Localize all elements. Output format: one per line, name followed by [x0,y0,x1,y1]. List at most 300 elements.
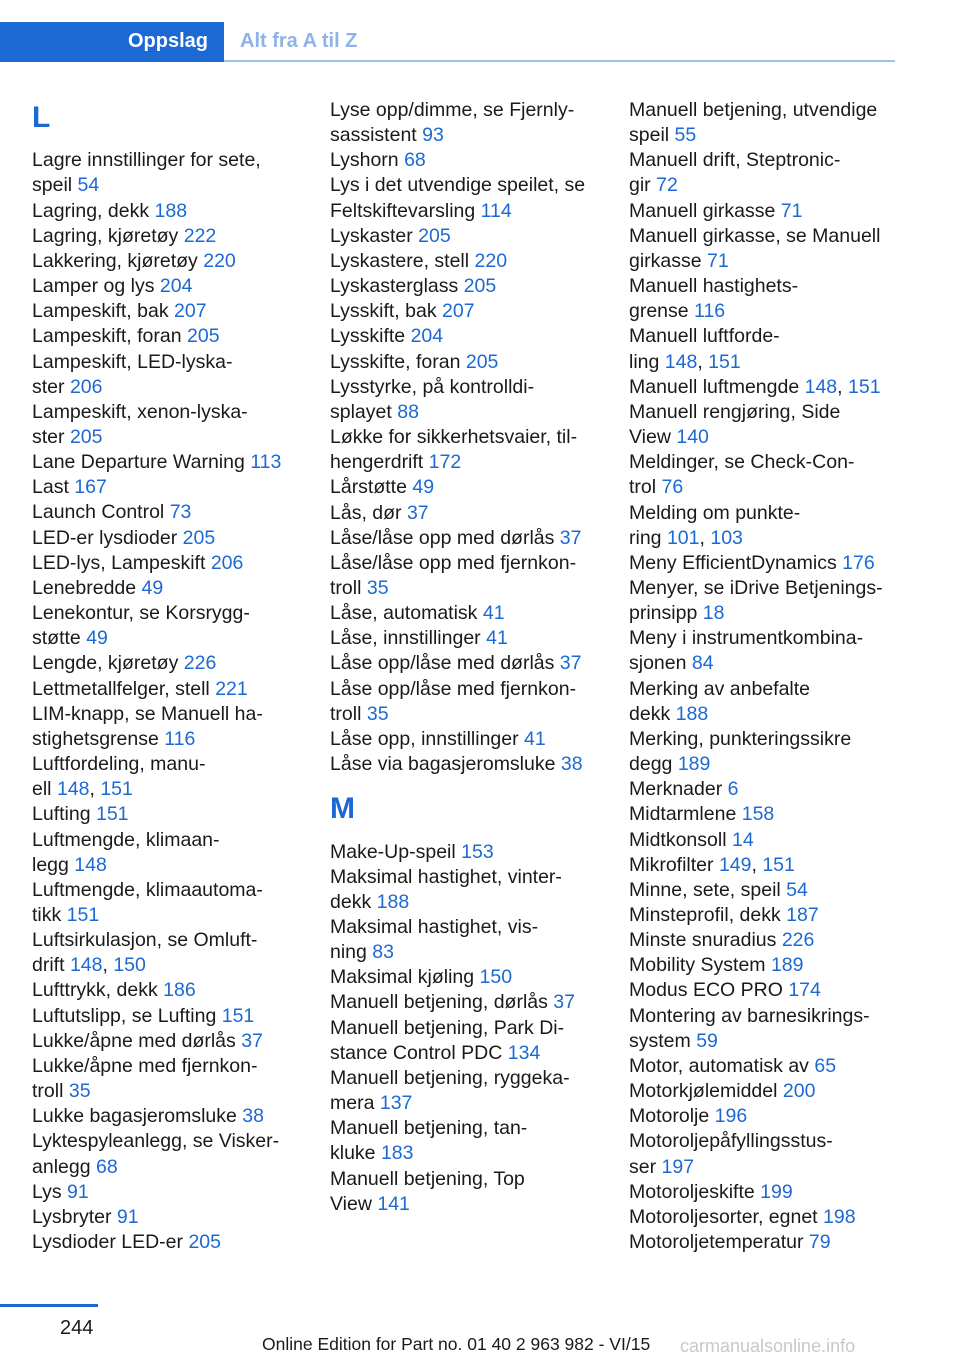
index-entry-label: ling [629,350,660,373]
header-rule [224,60,895,62]
page-link[interactable]: 35 [68,1080,91,1103]
index-entry [32,928,302,953]
index-entry [330,324,600,349]
index-entry-label: Løkke for sikkerhetsvaier, til- [330,426,578,449]
index-entry-continuation [32,777,302,802]
index-entry [32,576,302,601]
page-link[interactable]: 220 [474,249,508,272]
index-entry-label: Lukke/åpne med dørlås [32,1029,236,1052]
index-entry-label: Lampeskift, xenon-lyska- [32,400,248,423]
page-link[interactable]: 72 [656,174,678,197]
index-entry [330,224,600,249]
index-entry-continuation [330,400,600,425]
page-link[interactable]: 68 [404,149,426,172]
page-link[interactable]: 79 [808,1231,831,1254]
page-link[interactable]: 93 [422,124,444,147]
page-link[interactable]: 207 [174,300,207,323]
index-entry [629,777,904,802]
index-entry [330,475,600,500]
index-entry-label: Midtarmlene [629,803,737,826]
index-entry [330,1116,600,1141]
page-link[interactable]: 49 [141,576,164,599]
page-link[interactable]: 54 [77,174,100,197]
page-link[interactable]: 205 [418,224,451,247]
page-link[interactable]: 148 [69,954,103,977]
index-entry [330,173,600,198]
index-entry-label: Lampeskift, LED-lyska- [32,350,233,373]
page-link[interactable]: 68 [95,1155,118,1178]
index-entry-label: Manuell rengjøring, Side [629,400,841,423]
page-link[interactable]: 41 [482,602,505,625]
page-link[interactable]: 188 [154,199,188,222]
index-entry [330,551,600,576]
index-entry-label: Mobility System [629,954,766,977]
tab-alt-fra-a-til-z[interactable]: Alt fra A til Z [240,30,358,52]
index-entry-label: Manuell betjening, Top [330,1167,525,1190]
index-entry-continuation [330,123,600,148]
index-entry-label: Manuell hastighets- [629,275,799,298]
page-link[interactable]: 151 [762,853,795,876]
page-link[interactable]: 101 [666,526,700,549]
index-entry-label: Manuell betjening, dørlås [330,991,548,1014]
index-entry-continuation [330,1091,600,1116]
page-link[interactable]: 38 [560,753,583,776]
index-entry [330,1167,600,1192]
index-entry [330,965,600,990]
page-link[interactable]: 150 [479,966,513,989]
index-entry [330,148,600,173]
index-column-1 [32,98,302,1255]
index-entry [32,249,302,274]
index-entry-label: Lufttrykk, dekk [32,979,158,1002]
index-entry [32,199,302,224]
page-link[interactable]: 49 [86,627,108,650]
page-link[interactable]: 196 [714,1105,748,1128]
index-entry-label: Maksimal kjøling [330,966,475,989]
page-link[interactable]: 226 [183,652,217,675]
page-link[interactable]: 153 [461,840,494,863]
index-entry [330,727,600,752]
page-link[interactable]: 188 [675,702,709,725]
index-entry-label: Motoroljetemperatur [629,1231,804,1254]
page-link[interactable]: 137 [379,1092,413,1115]
index-entry-label: Luftmengde, klimaan- [32,828,220,851]
index-entry [629,903,904,928]
index-entry-label: Lysskifte, foran [330,350,461,373]
index-entry-continuation [629,1155,904,1180]
index-entry-label: Meny i instrumentkombina- [629,627,864,650]
page-link[interactable]: 35 [366,702,389,725]
index-entry-label: Meldinger, se Check-Con- [629,451,855,474]
page-link[interactable]: 38 [242,1105,264,1128]
index-entry-continuation [330,450,600,475]
index-entry-label: Merking, punkteringssikre [629,727,852,750]
page-link[interactable]: 151 [66,903,100,926]
index-entry-continuation [629,1029,904,1054]
page-link[interactable]: 18 [702,602,725,625]
index-column-2 [330,98,600,1217]
index-entry-continuation [330,940,600,965]
index-entry-label: Maksimal hastighet, vinter- [330,865,562,888]
page-link[interactable]: 37 [559,652,582,675]
index-entry-label: ning [330,941,367,964]
index-entry-label: Manuell luftforde- [629,325,780,348]
index-entry [32,400,302,425]
index-entry-label: Motoroljepåfyllingsstus- [629,1130,833,1153]
index-entry-label: Modus ECO PRO [629,979,783,1002]
index-entry-label: Feltskiftevarsling [330,199,476,222]
page-link[interactable]: 197 [661,1155,695,1178]
index-entry-continuation [330,702,600,727]
page-link[interactable]: 41 [486,627,508,650]
index-entry-label: Lampeskift, foran [32,325,182,348]
index-entry [330,501,600,526]
page-link[interactable]: 206 [210,551,244,574]
page-link[interactable]: 151 [221,1004,255,1027]
page-link[interactable]: 187 [786,904,819,926]
index-entry [629,199,904,224]
page-link[interactable]: 83 [372,941,394,964]
page-link[interactable]: 222 [183,224,217,247]
index-entry-label: sjonen [629,652,687,675]
index-entry-label: Maksimal hastighet, vis- [330,915,539,938]
index-entry [330,865,600,890]
index-entry [629,1104,904,1129]
index-entry-label: Manuell betjening, tan- [330,1117,528,1140]
page-link[interactable]: 172 [428,451,462,474]
index-entry [330,990,600,1015]
index-entry-label: LED-lys, Lampeskift [32,551,206,574]
page-link[interactable]: 200 [782,1080,816,1103]
index-entry-label: LED-er lysdioder [32,526,178,549]
index-entry-label: Meny EfficientDynamics [629,551,837,574]
index-entry-label: ring [629,526,662,549]
index-entry-label: Lyskaster [330,224,413,247]
index-entry-label: Manuell luftmengde [629,375,800,398]
index-entry [330,1066,600,1091]
index-entry-continuation [330,1141,600,1166]
page-link[interactable]: 204 [159,275,193,298]
page-link[interactable]: 140 [676,426,709,449]
index-letter-heading: M [330,792,355,826]
index-entry-continuation [330,199,600,224]
page-link[interactable]: 206 [69,375,103,398]
tab-oppslag[interactable] [0,22,224,62]
index-entry-label: Lårstøtte [330,476,407,499]
page-link[interactable]: 205 [182,526,216,549]
index-entry-label: Låse opp, innstillinger [330,727,519,750]
index-entry [330,274,600,299]
index-entry-continuation [629,299,904,324]
index-entry-continuation [629,425,904,450]
page-link[interactable]: 151 [100,778,133,801]
page-link[interactable]: 91 [116,1205,139,1228]
page-link[interactable]: 151 [95,803,129,826]
page-link[interactable]: 151 [848,375,881,398]
index-entry-label: Manuell girkasse [629,199,776,222]
page-link[interactable]: 205 [188,1231,221,1254]
index-entry-label: View [330,1192,372,1215]
index-entry-label: Lufting [32,803,91,826]
index-entry [330,752,600,777]
index-entry-label: Lengde, kjøretøy [32,652,179,675]
page-link[interactable]: 205 [187,325,220,348]
index-entry-label: ster [32,375,65,398]
page-link[interactable]: 103 [710,526,743,549]
index-entry-label: Lampeskift, bak [32,300,169,323]
index-entry [32,878,302,903]
index-entry [32,1104,302,1129]
index-entry-continuation [32,853,302,878]
index-entry [629,878,904,903]
index-entry [32,1004,302,1029]
index-entry-label: Låse, automatisk [330,602,478,625]
index-entry [629,677,904,702]
page-link[interactable]: 35 [366,576,389,599]
index-entry-label: sassistent [330,124,417,147]
index-entry-label: støtte [32,627,81,650]
page-link[interactable]: 148 [804,375,838,398]
index-entry-label: Launch Control [32,501,165,524]
index-entry-label: Lagring, dekk [32,199,150,222]
index-entry-label: LIM-knapp, se Manuell ha- [32,702,263,725]
index-entry-continuation [32,375,302,400]
index-entry-continuation [32,727,302,752]
page-link[interactable]: 221 [215,677,248,700]
index-entry-label: Lamper og lys [32,275,155,298]
page-link[interactable]: 134 [507,1041,541,1064]
index-entry [629,98,904,123]
page-link[interactable]: 91 [67,1180,89,1203]
index-entry-label: system [629,1029,691,1052]
index-entry-label: kluke [330,1142,376,1165]
page-link[interactable]: 150 [113,954,146,977]
index-entry [629,1004,904,1029]
page-link[interactable]: 207 [442,300,475,323]
watermark: carmanualsonline.info [680,1336,856,1356]
index-entry-label: Lysdioder LED-er [32,1231,184,1254]
index-entry-label: Låse via bagasjeromsluke [330,753,556,776]
index-entry-label: Motoroljeskifte [629,1180,755,1203]
index-entry-continuation [629,752,904,777]
page-link[interactable]: 65 [814,1054,837,1077]
index-entry [32,1205,302,1230]
index-entry-label: splayet [330,400,392,423]
index-letter-heading: L [32,101,51,134]
index-entry-label: Låse, innstillinger [330,627,481,650]
index-entry [330,677,600,702]
page-link[interactable]: 189 [677,753,711,776]
index-entry-label: Montering av barnesikrings- [629,1004,870,1027]
index-entry [32,1230,302,1255]
page-link[interactable]: 141 [377,1192,410,1215]
index-entry-continuation [629,475,904,500]
page-link[interactable]: 189 [770,954,804,977]
index-entry-label: grense [629,300,689,323]
index-entry-label: Lysskift, bak [330,300,437,323]
page-link[interactable]: 113 [250,451,282,474]
page-link[interactable]: 71 [780,199,803,222]
page-link[interactable]: 116 [694,300,726,323]
index-entry [32,828,302,853]
index-entry-label: Manuell betjening, ryggeka- [330,1066,570,1089]
page-link[interactable]: 59 [696,1029,718,1052]
page-separator: , [751,853,763,876]
page-link[interactable]: 188 [376,890,410,913]
page-link[interactable]: 148 [56,778,90,801]
page-link[interactable]: 54 [786,878,808,901]
index-entry-label: Lane Departure Warning [32,451,245,474]
index-entry [32,1054,302,1079]
index-entry [32,450,302,475]
index-entry-label: Mikrofilter [629,853,714,876]
page-separator: , [89,778,101,801]
index-entry-label: Lukke bagasjeromsluke [32,1105,237,1128]
index-entry-continuation [629,173,904,198]
index-entry [32,978,302,1003]
index-entry-label: hengerdrift [330,451,424,474]
index-entry [629,978,904,1003]
index-column-3 [629,98,904,1255]
index-entry-label: Lenebredde [32,576,137,599]
index-entry-label: Lås, dør [330,501,402,524]
index-entry-label: Motorkjølemiddel [629,1080,778,1103]
page-link[interactable]: 88 [397,400,419,423]
index-entry [32,350,302,375]
index-entry [330,249,600,274]
page-link[interactable]: 183 [380,1142,414,1165]
index-entry-label: Lyse opp/dimme, se Fjernly- [330,99,575,121]
index-entry-label: dekk [330,890,372,913]
page-link[interactable]: 37 [406,501,429,524]
page-link[interactable]: 226 [781,929,815,952]
index-entry-label: View [629,426,671,449]
index-entry-continuation [629,601,904,626]
index-entry-label: Lakkering, kjøretøy [32,249,198,272]
page-link[interactable]: 37 [241,1029,263,1052]
index-entry [330,915,600,940]
index-entry [629,727,904,752]
index-entry-label: girkasse [629,249,702,272]
index-entry-label: Midtkonsoll [629,828,727,851]
page-link[interactable]: 204 [410,325,444,348]
index-entry [629,450,904,475]
page-link[interactable]: 205 [463,275,497,298]
index-entry [629,1180,904,1205]
index-entry [629,1079,904,1104]
index-entry-label: Merking av anbefalte [629,677,811,700]
index-entry-continuation [330,890,600,915]
footer-accent-bar [0,1304,98,1307]
index-entry [32,651,302,676]
page-link[interactable]: 73 [169,501,192,524]
index-entry-label: Låse opp/låse med fjernkon- [330,677,577,700]
page-separator: , [102,954,114,977]
index-entry-label: ell [32,778,52,801]
index-entry [32,224,302,249]
index-entry-label: Make-Up-speil [330,840,456,863]
index-entry-label: Lyshorn [330,149,399,172]
page-link[interactable]: 199 [760,1180,793,1203]
index-entry [32,1180,302,1205]
index-entry-continuation [32,953,302,978]
index-entry-continuation [629,651,904,676]
index-entry-label: Låse/låse opp med dørlås [330,526,555,549]
index-entry [629,1054,904,1079]
page-link[interactable]: 158 [741,803,775,826]
index-entry-continuation [32,1079,302,1104]
page-link[interactable]: 6 [727,778,739,801]
index-entry-label: anlegg [32,1155,91,1178]
index-entry [330,840,600,865]
page-link[interactable]: 84 [691,652,714,675]
index-entry-label: Motorolje [629,1105,710,1128]
page-link[interactable]: 71 [707,249,729,272]
page-separator: , [837,375,848,398]
page-link[interactable]: 148 [74,853,107,876]
page-link[interactable]: 37 [553,991,575,1014]
index-entry-label: legg [32,853,69,876]
page-link[interactable]: 116 [164,727,196,750]
index-entry-continuation [330,1041,600,1066]
index-entry [330,626,600,651]
index-entry [32,1029,302,1054]
page-link[interactable]: 41 [524,727,546,750]
page-link[interactable]: 151 [708,350,741,373]
page-link[interactable]: 114 [480,199,512,222]
page-link[interactable]: 205 [465,350,499,373]
page-link[interactable]: 167 [74,476,107,499]
index-entry-label: Lagring, kjøretøy [32,224,179,247]
page-link[interactable]: 14 [731,828,754,851]
page-link[interactable]: 205 [69,426,103,449]
page-link[interactable]: 76 [661,476,684,499]
page-link[interactable]: 186 [163,979,196,1002]
index-entry [629,1230,904,1255]
index-entry-label: gir [629,174,651,197]
index-entry-label: Manuell betjening, Park Di- [330,1016,565,1039]
page-link[interactable]: 176 [842,551,875,574]
page-link[interactable]: 220 [203,249,236,272]
index-entry-continuation [32,425,302,450]
index-entry [32,601,302,626]
index-entry-label: Lagre innstillinger for sete, [32,149,261,172]
page-link[interactable]: 37 [559,526,582,549]
index-entry-label: Minsteprofil, dekk [629,904,781,926]
index-entry-label: Lysstyrke, på kontrolldi- [330,375,535,398]
index-entry [629,375,904,400]
page-link[interactable]: 198 [823,1205,856,1228]
index-entry [629,400,904,425]
index-entry-label: Luftmengde, klimaautoma- [32,878,263,901]
index-entry [629,274,904,299]
page-link[interactable]: 148 [664,350,698,373]
index-entry-continuation [629,249,904,274]
index-entry-label: ster [32,426,65,449]
index-entry [330,425,600,450]
page-link[interactable]: 174 [788,979,821,1002]
page-link[interactable]: 149 [718,853,752,876]
index-entry [330,299,600,324]
index-entry-label: Lenekontur, se Korsrygg- [32,602,250,625]
index-entry-label: Luftsirkulasjon, se Omluft- [32,929,258,952]
index-entry-label: dekk [629,702,671,725]
page-link[interactable]: 55 [674,124,697,147]
index-entry-continuation [32,173,302,198]
index-entry-label: Minne, sete, speil [629,878,781,901]
index-entry-label: troll [32,1080,64,1103]
page-link[interactable]: 49 [412,476,435,499]
